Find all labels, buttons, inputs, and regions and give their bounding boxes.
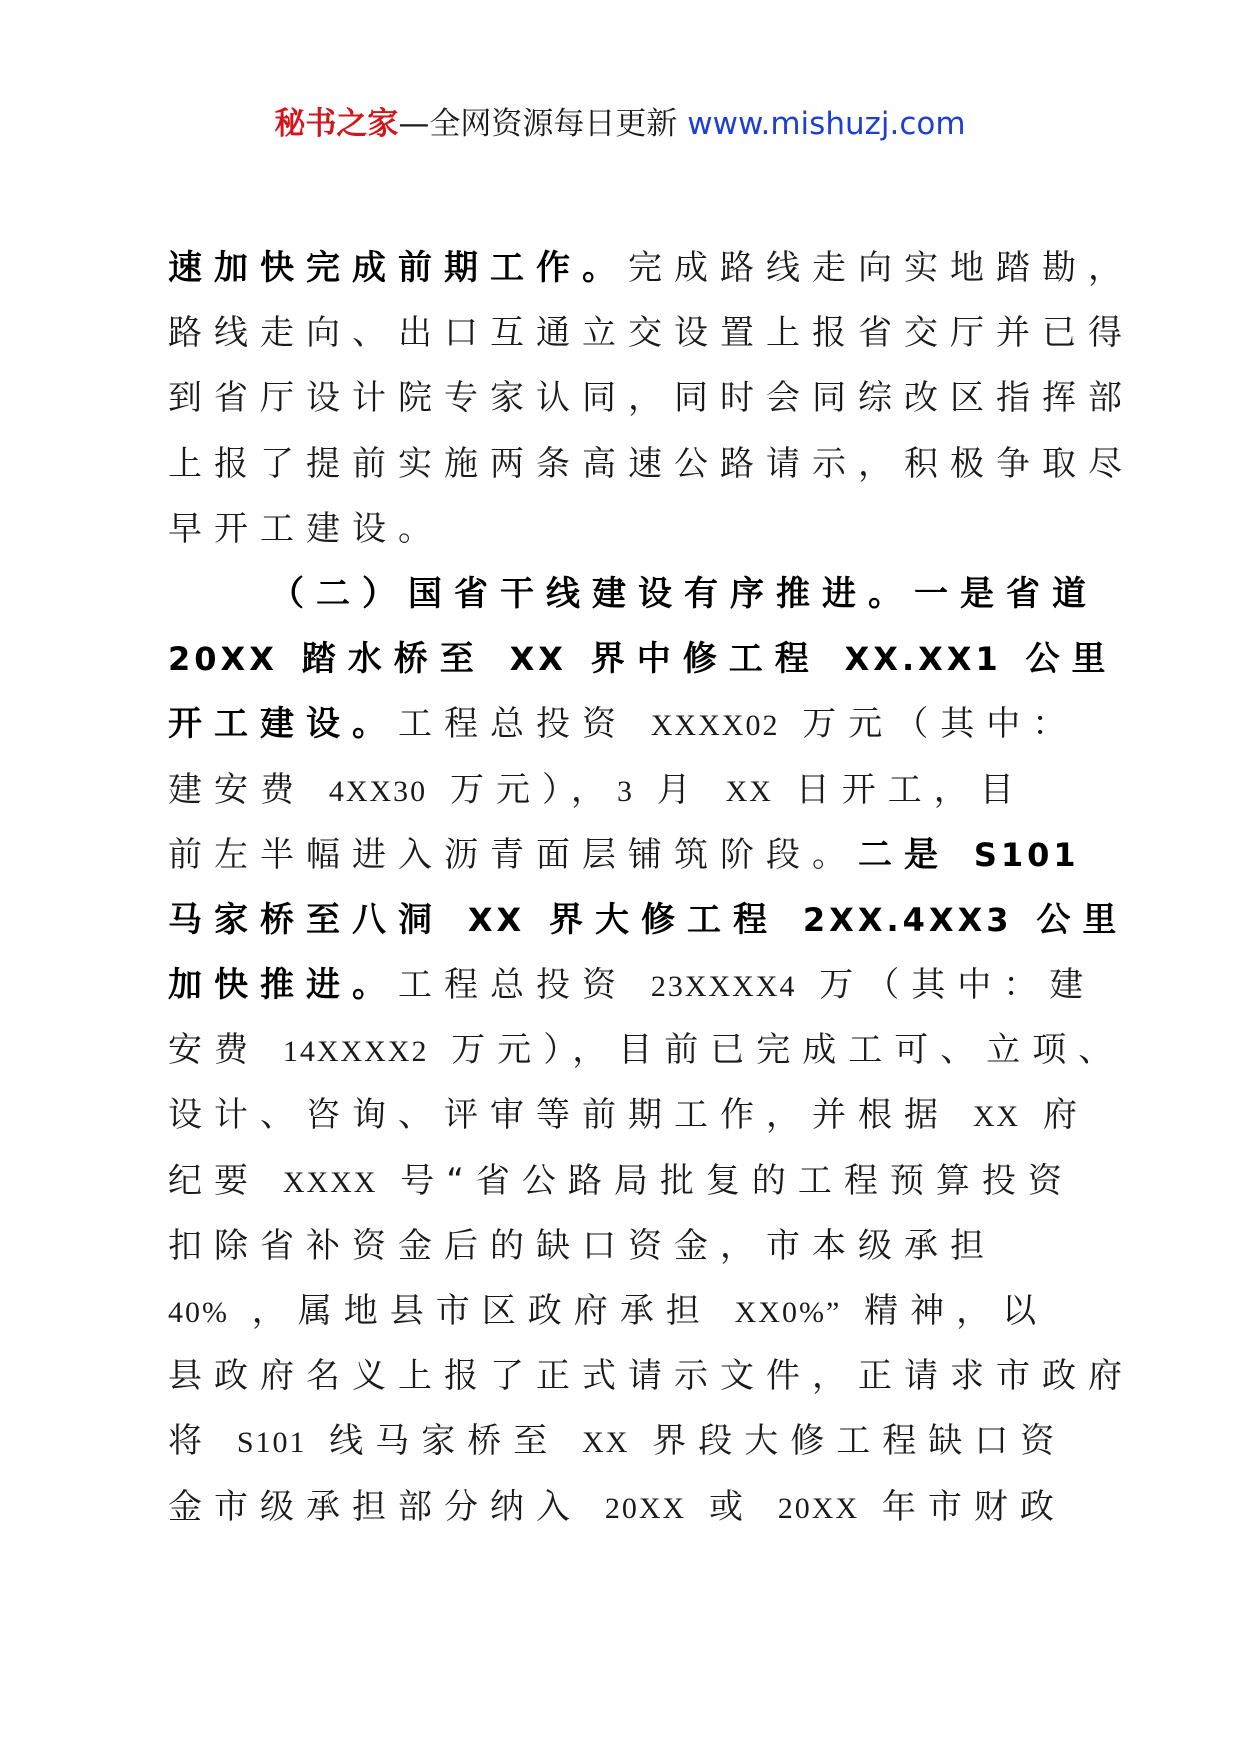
text-line (168, 1409, 1098, 1474)
site-brand: 秘书之家 (274, 106, 399, 142)
text-line (168, 1475, 1098, 1540)
site-url-link[interactable]: www.mishuzj.com (687, 106, 966, 142)
text-line (168, 497, 1098, 562)
text-run: 或 (686, 1486, 778, 1527)
bold-text: 二是 (858, 834, 974, 875)
text-line (168, 432, 1134, 497)
text-line (168, 627, 1118, 692)
text-run: 4XX30 (328, 774, 428, 808)
text-run: 14XXXX2 (282, 1035, 429, 1069)
site-tagline: —全网资源每日更新 (398, 106, 688, 142)
text-line (168, 301, 1134, 366)
text-line (168, 366, 1134, 431)
bold-text: XX (467, 900, 526, 939)
text-run: 完成路线走向实地踏勘， (628, 248, 1134, 288)
bold-text: 2XX.4XX3 (802, 900, 1013, 939)
text-run: 20XX (777, 1491, 860, 1525)
bold-text: 公里 (1012, 899, 1129, 940)
text-line (168, 1149, 1098, 1214)
text-run: 将 (168, 1421, 237, 1462)
text-run: 20XX (604, 1491, 687, 1525)
text-run: 前左半幅进入沥青面层铺筑阶段。 (168, 834, 858, 875)
text-run: 界段大修工程缺口资 (629, 1421, 1067, 1462)
text-line (168, 1083, 1098, 1148)
bold-text: 马家桥至八洞 (168, 899, 468, 940)
text-run: 安费 (168, 1030, 283, 1071)
text-line (168, 888, 1129, 953)
text-run: 上报了提前实施两条高速公路请示，积极争取尽 (168, 443, 1134, 484)
text-line (168, 1344, 1134, 1409)
text-run: 到省厅设计院专家认同，同时会同综改区指挥部 (168, 378, 1134, 419)
text-run: 年市财政 (859, 1486, 1066, 1527)
text-run: 府 (1020, 1095, 1089, 1136)
text-run: 工程总投资 (398, 965, 651, 1006)
text-run: 建安费 (168, 769, 329, 810)
text-run: 月 (633, 769, 726, 810)
text-run: 县政府名义上报了正式请示文件，正请求市政府 (168, 1356, 1134, 1397)
text-run: 万（其中：建 (796, 965, 1096, 1006)
text-run: S101 (236, 1426, 307, 1460)
text-line (168, 1214, 1098, 1279)
text-line (168, 1279, 1098, 1344)
text-line (168, 1018, 1125, 1083)
bold-text: 速加快完成前期工作。 (168, 248, 628, 288)
text-run: XX0%” (734, 1296, 842, 1329)
text-run: 工程总投资 (398, 704, 651, 745)
bold-text: XX.XX1 (844, 640, 1002, 679)
text-run: 设计、咨询、评审等前期工作，并根据 (168, 1095, 973, 1136)
text-run: 号“省公路局批复的工程预算投资 (377, 1160, 1074, 1201)
text-run: XX (972, 1100, 1021, 1134)
text-run: 日开工，目 (772, 769, 1026, 810)
bold-text: 开工建设。 (168, 704, 398, 745)
text-run: XX (582, 1426, 630, 1460)
bold-text: XX (509, 640, 567, 679)
text-run: 路线走向、出口互通立交设置上报省交厅并已得 (168, 313, 1134, 354)
text-run: 线马家桥至 (306, 1421, 583, 1462)
text-run: ，属地县市区政府承担 (229, 1291, 735, 1331)
text-line (168, 236, 1134, 301)
text-run: 扣除省补资金后的缺口资金，市本级承担 (168, 1225, 996, 1266)
bold-text: 20XX (168, 640, 278, 679)
bold-text: 界大修工程 (525, 899, 803, 940)
bold-text: 公里 (1001, 639, 1118, 680)
text-run: 早开工建设。 (168, 508, 444, 549)
text-run: XX (725, 774, 773, 808)
text-run: XXXX (282, 1165, 378, 1199)
body-text (168, 236, 1134, 1540)
bold-text: S101 (973, 835, 1080, 874)
text-run: 金市级承担部分纳入 (168, 1486, 605, 1527)
text-run: 万元），目前已完成工可、立项、 (428, 1030, 1125, 1071)
text-run: 40% (168, 1296, 229, 1329)
page-header (0, 100, 1240, 148)
text-line (168, 692, 1098, 757)
text-line (168, 758, 1098, 823)
text-run: XXXX02 (650, 709, 780, 743)
text-run: 纪要 (168, 1160, 283, 1201)
bold-text: 踏水桥至 (277, 639, 510, 680)
text-run: 23XXXX4 (650, 970, 797, 1004)
bold-text: 界中修工程 (566, 639, 845, 680)
text-run: 3 (616, 774, 634, 808)
text-line (168, 562, 1098, 627)
text-line (168, 953, 1098, 1018)
bold-text: 加快推进。 (168, 965, 398, 1006)
bold-text: （二）国省干线建设有序推进。一是省道 (270, 573, 1098, 614)
text-run: 万元（其中： (779, 704, 1079, 745)
text-run: 精神，以 (841, 1291, 1049, 1331)
text-line (168, 823, 1098, 888)
text-run: 万元）， (427, 769, 617, 810)
